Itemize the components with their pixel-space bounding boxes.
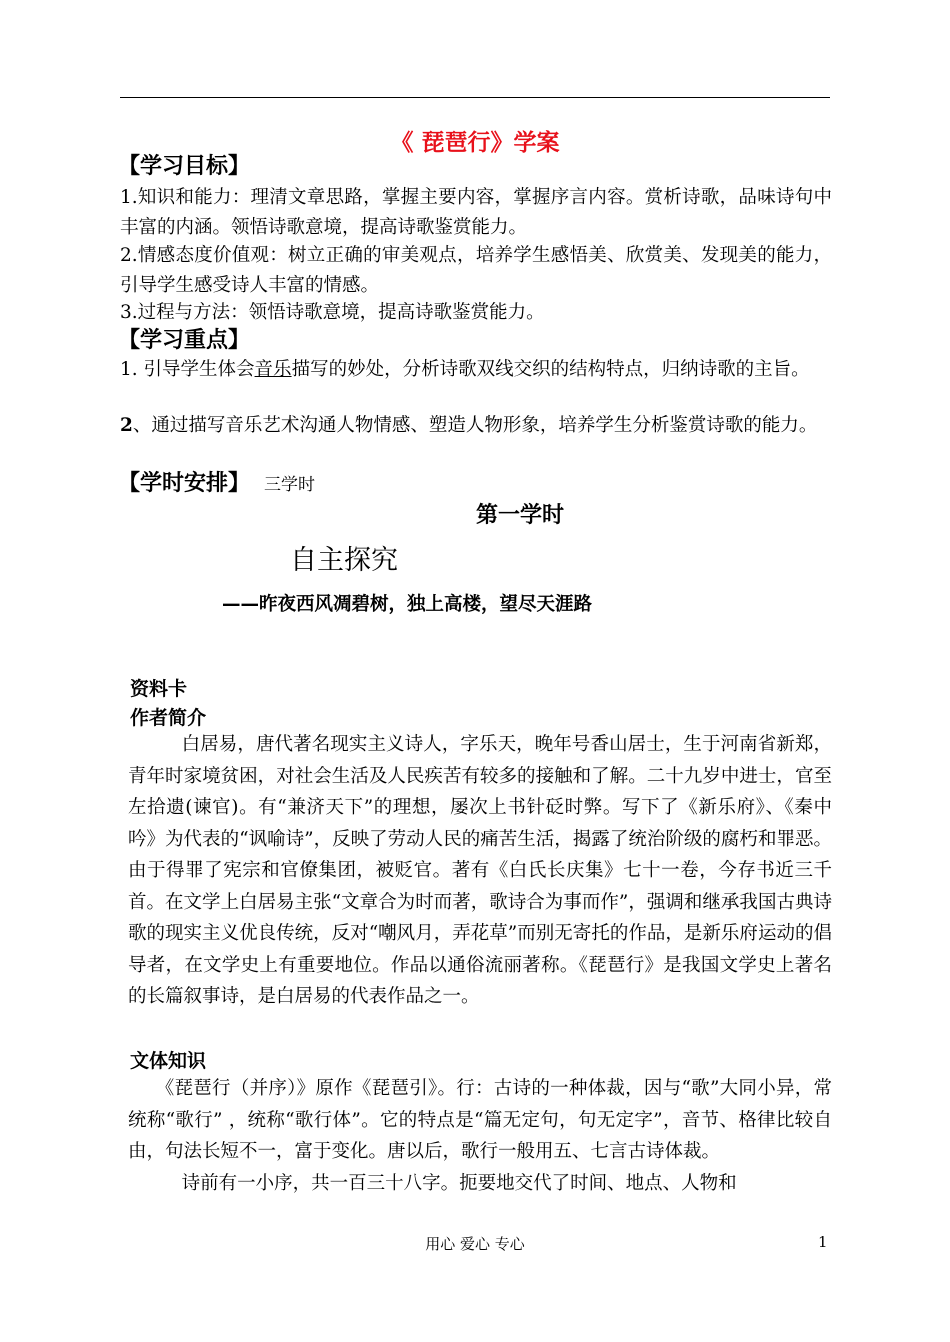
lesson-title: 第一学时 [475,503,564,528]
objective-item-1: 1.知识和能力：理清文章思路，掌握主要内容，掌握序言内容。赏析诗歌，品味诗句中丰富的内涵。领悟诗歌意境，提高诗歌鉴赏能力。 [120,187,832,238]
focus-item-1-underlined: 音乐 [254,359,292,380]
author-paragraph: 白居易，唐代著名现实主义诗人，字乐天，晚年号香山居士，生于河南省新郑，青年时家境贫困，对社会生活及人民疾苦有较多的接触和了解。二十九岁中进士，官至左拾遗(谏官)。有“兼济天下”的理想，屡次上书针砭时弊。写下了《新乐府》、《秦中吟》为代表的“讽喻诗”，反映了劳动人民的痛苦生活，揭露了统治阶级的腐朽和罪恶。由于得罪了宪宗和官僚集团，被贬官。著有《白氏长庆集》七十一卷，今存书近三千首。在文学上白居易主张“文章合为时而著，歌诗合为事而作”，强调和继承我国古典诗歌的现实主义优良传统，反对“嘲风月，弄花草”而别无寄托的作品，是新乐府运动的倡导者，在文学史上有重要地位。作品以通俗流丽著称。《琵琶行》是我国文学史上著名的长篇叙事诗，是白居易的代表作品之一。 [128,734,832,1007]
arrangement-heading [118,470,315,499]
card-label: 资料卡 [130,678,188,700]
arrangement-label: 【学时安排】 [118,471,251,496]
page-number: 1 [818,1233,828,1251]
genre-knowledge [128,1073,832,1199]
genre-paragraph-2: 诗前有一小序，共一百三十八字。扼要地交代了时间、地点、人物和 [181,1172,737,1194]
footer-motto: 用心 爱心 专心 [425,1235,525,1253]
arrangement-value: 三学时 [264,475,316,495]
objective-item-3: 3.过程与方法：领悟诗歌意境，提高诗歌鉴赏能力。 [120,302,545,323]
focus-item-1-prefix: 1. 引导学生体会 [120,359,255,380]
document-title: 《 琵琶行》学案 [390,130,560,156]
genre-paragraph-1: 《琵琶行（并序）》原作《琵琶引》。行：古诗的一种体裁，因与“歌”大同小异，常统称“歌行” ，统称“歌行体”。它的特点是“篇无定句，句无定字”，音节、格律比较自由，句法长短不一，富于变化。唐以后，歌行一般用五、七言古诗体裁。 [128,1078,832,1162]
explore-subtitle: ——昨夜西风凋碧树，独上高楼，望尽天涯路 [222,594,593,615]
header-rule [120,97,830,98]
author-intro [128,729,832,1013]
genre-heading: 文体知识 [130,1050,207,1072]
objective-item-2: 2.情感态度价值观：树立正确的审美观点，培养学生感悟美、欣赏美、发现美的能力，引导学生感受诗人丰富的情感。 [120,245,832,296]
objectives-heading: 【学习目标】 [118,154,251,179]
focus-item-2-text: 、通过描写音乐艺术沟通人物情感、塑造人物形象，培养学生分析鉴赏诗歌的能力。 [132,415,818,436]
author-heading: 作者简介 [130,707,207,729]
focus-item-1-suffix: 描写的妙处，分析诗歌双线交织的结构特点，归纳诗歌的主旨。 [291,359,810,380]
focus-item-2-number: 2 [120,415,133,436]
focus-item-1 [120,355,832,385]
focus-heading: 【学习重点】 [118,328,251,353]
focus-item-2 [120,411,832,441]
explore-title: 自主探究 [290,545,398,576]
